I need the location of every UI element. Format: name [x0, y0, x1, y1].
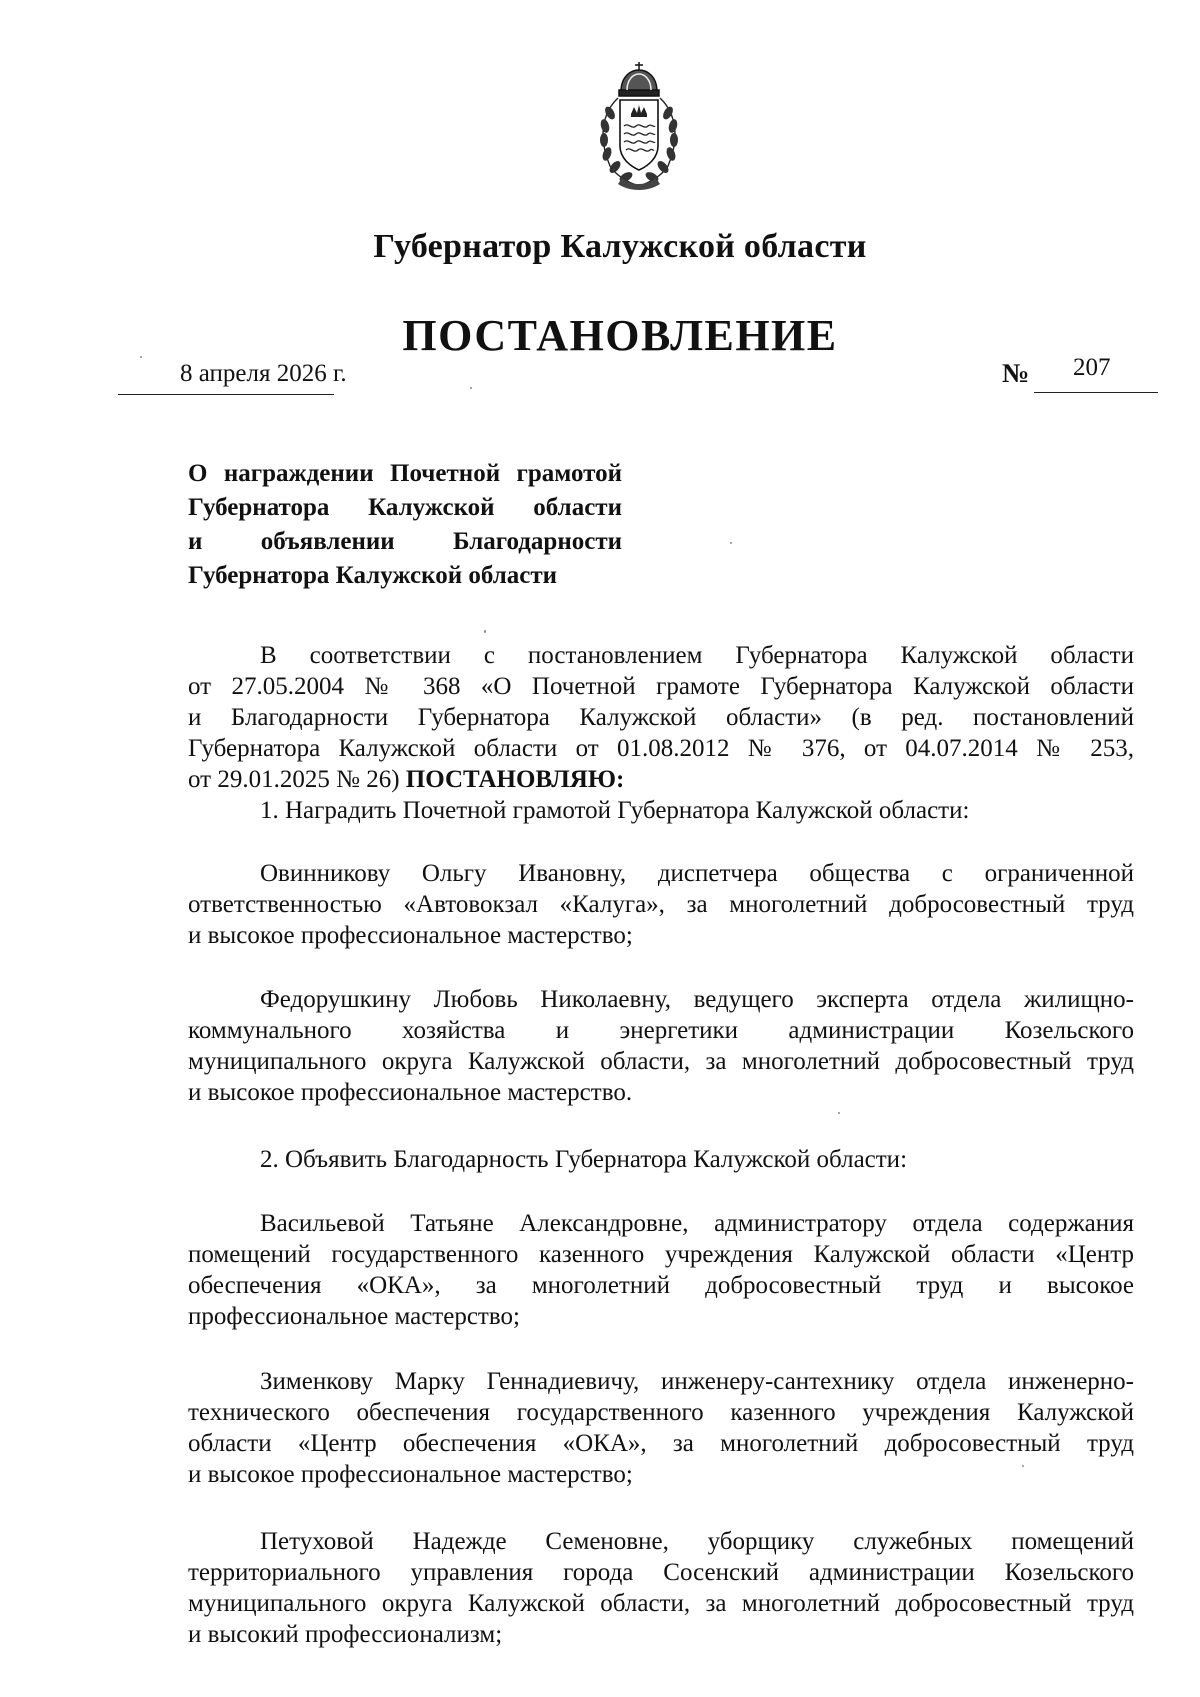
document-date: 8 апреля 2026 г. — [180, 360, 347, 387]
document-number: 207 — [1073, 354, 1111, 381]
awardee-line: Петуховой Надежде Семеновне, уборщику служебных помещений — [260, 1528, 1134, 1555]
item1-heading: 1. Наградить Почетной грамотой Губернатора Калужской области: — [260, 797, 970, 824]
awardee-paragraph — [188, 1208, 1134, 1332]
preamble-line: и Благодарности Губернатора Калужской области» (в ред. постановлений — [188, 704, 1134, 731]
awardee-line: и высокое профессиональное мастерство; — [188, 922, 633, 949]
subject-line: Губернатора Калужской области — [188, 562, 558, 589]
awardee-line: помещений государственного казенного учреждения Калужской области «Центр — [188, 1241, 1134, 1268]
awardee-line: Овинникову Ольгу Ивановну, диспетчера общества с ограниченной — [260, 860, 1134, 887]
decree-word: ПОСТАНОВЛЯЮ: — [405, 766, 625, 793]
awardee-line: обеспечения «ОКА», за многолетний добросовестный труд и высокое — [188, 1272, 1134, 1299]
organization-title: Губернатор Калужской области — [373, 228, 867, 265]
awardee-line: муниципального округа Калужской области, за многолетний добросовестный труд — [188, 1590, 1134, 1617]
preamble-last-line-text: от 29.01.2025 № 26) — [188, 766, 406, 793]
awardee-paragraph — [188, 1526, 1134, 1650]
document-type-title: ПОСТАНОВЛЕНИЕ — [402, 311, 838, 360]
scan-speck — [140, 356, 142, 358]
preamble-line — [188, 764, 1134, 795]
awardee-line: ответственностью «Автовокзал «Калуга», за многолетний добросовестный труд — [188, 891, 1134, 918]
awardee-line: территориального управления города Сосенский администрации Козельского — [188, 1559, 1134, 1586]
awardee-line: Федорушкину Любовь Николаевну, ведущего эксперта отдела жилищно- — [260, 986, 1134, 1013]
preamble-paragraph — [188, 640, 1134, 826]
scan-speck — [730, 542, 732, 544]
preamble-line: от 27.05.2004 № 368 «О Почетной грамоте Губернатора Калужской области — [188, 673, 1134, 700]
awardee-paragraph — [188, 1366, 1134, 1490]
number-sign: № — [1002, 358, 1030, 388]
awardee-paragraph — [188, 984, 1134, 1108]
scan-speck — [838, 1112, 840, 1114]
item2-block — [188, 1144, 1134, 1175]
item2-heading: 2. Объявить Благодарность Губернатора Калужской области: — [260, 1146, 908, 1173]
subject-line: О награждении Почетной грамотой — [188, 460, 622, 487]
awardee-line: Васильевой Татьяне Александровне, администратору отдела содержания — [260, 1210, 1134, 1237]
awardee-line: коммунального хозяйства и энергетики администрации Козельского — [188, 1017, 1134, 1044]
awardee-line: Зименкову Марку Геннадиевичу, инженеру-сантехнику отдела инженерно- — [260, 1368, 1134, 1395]
awardee-line: и высокое профессиональное мастерство; — [188, 1461, 633, 1488]
awardee-line: и высокий профессионализм; — [188, 1621, 503, 1648]
awardee-line: муниципального округа Калужской области, за многолетний добросовестный труд — [188, 1048, 1134, 1075]
awardee-line: и высокое профессиональное мастерство. — [188, 1079, 633, 1106]
preamble-line: В соответствии с постановлением Губернатора Калужской области — [260, 642, 1134, 669]
coat-of-arms-emblem — [588, 58, 690, 190]
awardee-line: технического обеспечения государственного казенного учреждения Калужской — [188, 1399, 1134, 1426]
scan-speck — [470, 387, 472, 389]
subject-line: и объявлении Благодарности — [188, 528, 622, 555]
awardee-line: профессиональное мастерство; — [188, 1303, 520, 1330]
scan-speck — [484, 630, 486, 633]
subject-line: Губернатора Калужской области — [188, 494, 622, 521]
document-subject — [188, 457, 622, 593]
awardee-line: области «Центр обеспечения «ОКА», за многолетний добросовестный труд — [188, 1430, 1134, 1457]
awardee-paragraph — [188, 858, 1134, 951]
preamble-line: Губернатора Калужской области от 01.08.2012 № 376, от 04.07.2014 № 253, — [188, 735, 1134, 762]
scan-speck — [1022, 1465, 1024, 1467]
